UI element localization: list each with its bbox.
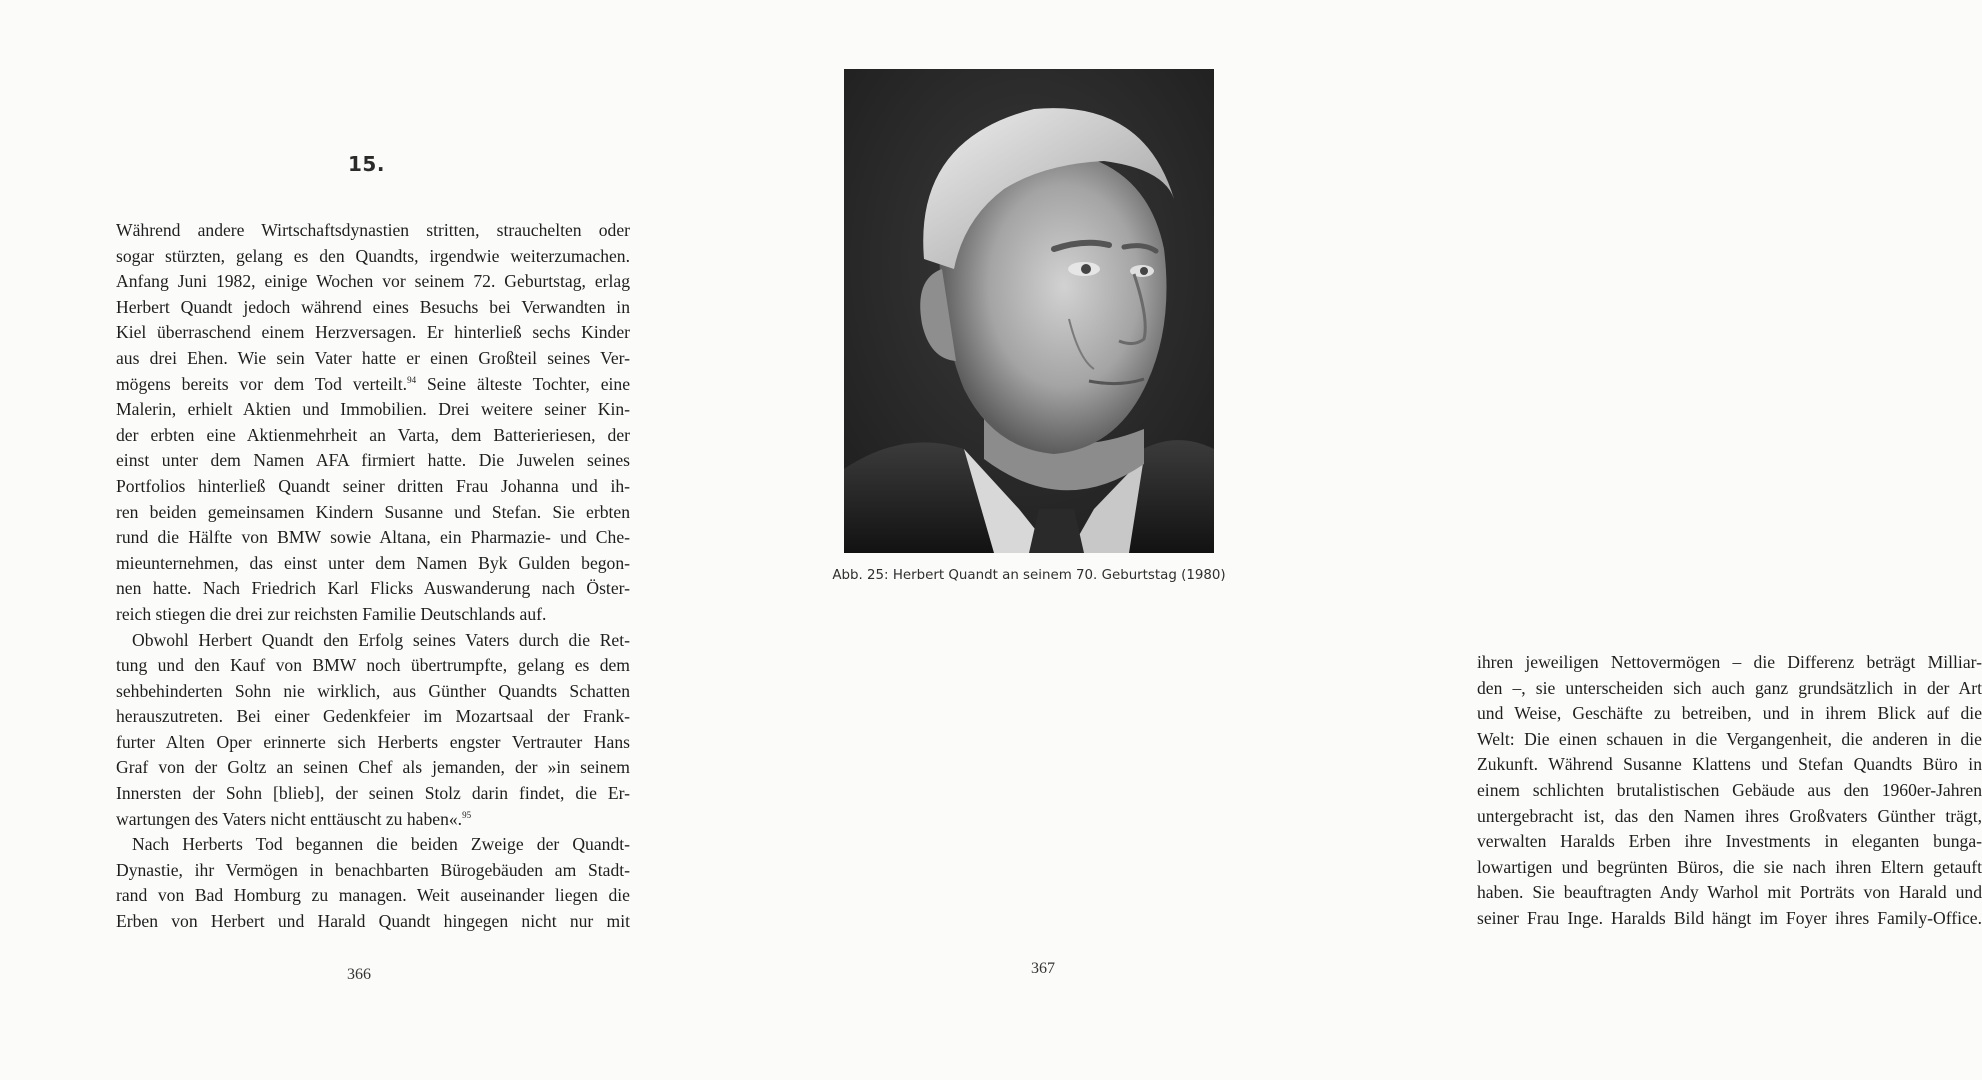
text-line [116, 832, 630, 858]
text-line-content: der erbten eine Aktienmehrheit an Varta, dem Batterieriesen, der [116, 424, 630, 445]
text-line [116, 755, 630, 781]
right-body-text [1477, 650, 1982, 932]
text-line-content: reich stiegen die drei zur reichsten Familie Deutschlands auf. [116, 603, 547, 624]
text-line [116, 346, 630, 372]
left-body-text [116, 218, 630, 935]
text-line [116, 730, 630, 756]
text-line [116, 653, 630, 679]
text-line [116, 269, 630, 295]
portrait-photo [844, 69, 1214, 553]
text-line-content: nen hatte. Nach Friedrich Karl Flicks Auswanderung nach Öster- [116, 578, 630, 599]
text-line [1477, 778, 1982, 804]
text-line [116, 500, 630, 526]
text-line [116, 218, 630, 244]
text-line-content: tung und den Kauf von BMW noch übertrumpfte, gelang es dem [116, 655, 630, 676]
text-line-content: Herbert Quandt jedoch während eines Besuchs bei Verwandten in [116, 296, 630, 317]
text-line [116, 602, 630, 628]
text-line-content: einst unter dem Namen AFA firmiert hatte. Die Juwelen seines [116, 450, 630, 471]
text-line [116, 628, 630, 654]
text-line-content: Während andere Wirtschaftsdynastien stritten, strauchelten oder [116, 220, 630, 240]
text-line [116, 295, 630, 321]
text-line-content: Obwohl Herbert Quandt den Erfolg seines Vaters durch die Ret- [132, 629, 630, 650]
text-line [116, 807, 630, 833]
text-line [1477, 906, 1982, 932]
text-line [116, 397, 630, 423]
text-line-content: Graf von der Goltz an seinen Chef als jemanden, der »in seinem [116, 757, 630, 778]
text-line-content: Dynastie, ihr Vermögen in benachbarten Bürogebäuden am Stadt- [116, 859, 630, 880]
text-line-content: mieunternehmen, das einst unter dem Namen Byk Gulden begon- [116, 552, 630, 573]
text-line-content: einem schlichten brutalistischen Gebäude aus den 1960er-Jahren [1477, 779, 1982, 800]
text-line [1477, 676, 1982, 702]
text-line-content: Portfolios hinterließ Quandt seiner dritten Frau Johanna und ih- [116, 475, 630, 496]
text-line-content: Kiel überraschend einem Herzversagen. Er hinterließ sechs Kinder [116, 322, 630, 343]
text-line-continuation: Seine älteste Tochter, eine [416, 373, 630, 394]
figure-caption: Abb. 25: Herbert Quandt an seinem 70. Geburtstag (1980) [832, 568, 1226, 583]
text-line [1477, 855, 1982, 881]
text-line-content: Anfang Juni 1982, einige Wochen vor seinem 72. Geburtstag, erlag [116, 271, 630, 292]
chapter-number: 15. [348, 152, 385, 176]
text-line-content: und Weise, Geschäfte zu betreiben, und in ihrem Blick auf die [1477, 703, 1982, 724]
text-line [1477, 701, 1982, 727]
text-line-content: Nach Herberts Tod begannen die beiden Zweige der Quandt- [132, 834, 630, 855]
text-line-content: ren beiden gemeinsamen Kindern Susanne und Stefan. Sie erbten [116, 501, 630, 522]
left-page [0, 0, 694, 1080]
text-line [116, 858, 630, 884]
text-line-content: lowartigen und begrünten Büros, die sie nach ihren Eltern getauft [1477, 856, 1982, 877]
text-line [116, 423, 630, 449]
text-line-content: herauszutreten. Bei einer Gedenkfeier im Mozartsaal der Frank- [116, 706, 630, 727]
text-line-content: Innersten der Sohn [blieb], der seinen Stolz darin findet, die Er- [116, 783, 630, 804]
text-line-content: verwalten Haralds Erben ihre Investments in eleganten bunga- [1477, 831, 1982, 852]
text-line-content: furter Alten Oper erinnerte sich Herberts engster Vertrauter Hans [116, 731, 630, 752]
text-line-content: seiner Frau Inge. Haralds Bild hängt im Foyer ihres Family-Office. [1477, 907, 1982, 928]
text-line [116, 909, 630, 935]
text-line [116, 576, 630, 602]
text-line-content: sogar stürzten, gelang es den Quandts, irgendwie weiterzumachen. [116, 245, 630, 266]
text-line-content: ihren jeweiligen Nettovermögen – die Differenz beträgt Milliar- [1477, 652, 1982, 672]
footnote-marker[interactable]: 94 [407, 374, 417, 385]
text-line-content: untergebracht ist, das den Namen ihres Großvaters Günther trägt, [1477, 805, 1982, 826]
text-line [1477, 829, 1982, 855]
text-line-content: mögens bereits vor dem Tod verteilt. [116, 373, 408, 394]
text-line-content: Erben von Herbert und Harald Quandt hingegen nicht nur mit [116, 911, 630, 932]
right-page [694, 0, 1982, 1080]
text-line [1477, 752, 1982, 778]
text-line [116, 474, 630, 500]
text-line [116, 525, 630, 551]
text-line [116, 781, 630, 807]
text-line-content: sehbehinderten Sohn nie wirklich, aus Günther Quandts Schatten [116, 680, 630, 701]
text-line-content: aus drei Ehen. Wie sein Vater hatte er einen Großteil seines Ver- [116, 347, 630, 368]
text-line [116, 679, 630, 705]
text-line-content: Zukunft. Während Susanne Klattens und Stefan Quandts Büro in [1477, 754, 1982, 775]
text-line [1477, 804, 1982, 830]
text-line-content: Malerin, erhielt Aktien und Immobilien. Drei weitere seiner Kin- [116, 399, 630, 420]
text-line [116, 704, 630, 730]
text-line-content: rand von Bad Homburg zu managen. Weit auseinander liegen die [116, 885, 630, 906]
page-number-left: 366 [347, 966, 371, 983]
text-line [1477, 650, 1982, 676]
footnote-marker[interactable]: 95 [462, 809, 472, 820]
text-line [116, 551, 630, 577]
text-line [116, 883, 630, 909]
text-line-content: den –, sie unterscheiden sich auch ganz grundsätzlich in der Art [1477, 677, 1982, 698]
text-line-content: rund die Hälfte von BMW sowie Altana, ein Pharmazie- und Che- [116, 527, 630, 548]
portrait-illustration [844, 69, 1214, 553]
text-line [116, 372, 630, 398]
text-line-content: wartungen des Vaters nicht enttäuscht zu haben«. [116, 808, 463, 829]
text-line-content: Welt: Die einen schauen in die Vergangenheit, die anderen in die [1477, 728, 1982, 749]
text-line-content: haben. Sie beauftragten Andy Warhol mit Porträts von Harald und [1477, 882, 1982, 903]
text-line [116, 244, 630, 270]
text-line [116, 320, 630, 346]
text-line [116, 448, 630, 474]
page-number-right: 367 [1031, 960, 1055, 977]
text-line [1477, 727, 1982, 753]
text-line [1477, 880, 1982, 906]
